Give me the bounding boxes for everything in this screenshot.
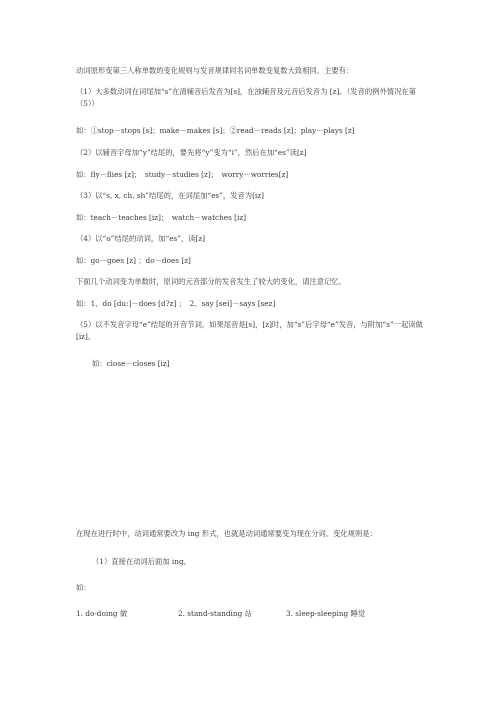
rule-1-paragraph: （1）大多数动词在词尾加“s”在清辅音后发音为[s]，在浊辅音及元音后发音为 [z]。（发音的例外情况在第（5）） xyxy=(76,87,416,108)
rule-2-examples: 如：fly－flies [z]； study－studies [z]； worry－worries[z] xyxy=(76,170,289,179)
rule-4-paragraph: （4）以“o”结尾的动词，加“es”，读[z] xyxy=(76,234,206,243)
rule-4-examples: 如：go－goes [z] ；do－does [z] xyxy=(76,256,191,265)
rule-5-paragraph: （5）以不发音字母“e”结尾的开音节词，如果尾音是[s]，[z]时，加“s”后字母“e”发音，与附加“s”一起读做[iz]。 xyxy=(76,320,423,341)
rule-3-examples: 如：teach－teaches [iz]； watch－watches [iz] xyxy=(76,213,247,222)
irregular-examples: 如：1、do [du:]－does [d?z] ； 2、say [sei]－says [sez] xyxy=(76,299,276,308)
rule-1-examples: 如：①stop－stops [s]；make－makes [s]；②read－reads [z]；play－plays [z] xyxy=(76,126,355,135)
rule-3-paragraph: （3）以“s, x, ch, sh”结尾的，在词尾加“es”，发音为[iz] xyxy=(76,191,264,200)
ing-examples-label: 如： xyxy=(76,583,91,592)
rule-2-paragraph: （2）以辅音字母加“y”结尾的，要先将“y”变为“i”，然后在加“es”读[z] xyxy=(76,148,307,157)
ing-example-3: 3. sleep-sleeping 睡觉 xyxy=(286,609,366,618)
irregular-note: 下面几个动词变为单数时，原词的元音部分的发音发生了较大的变化，请注意记忆。 xyxy=(76,277,346,286)
ing-example-2: 2. stand-standing 站 xyxy=(178,609,252,618)
intro-paragraph: 动词原形变第三人称单数的变化规则与发音规律同名词单数变复数大致相同。主要有： xyxy=(76,66,354,75)
ing-example-1: 1. do-doing 做 xyxy=(76,609,128,618)
rule-5-examples: 如：close－closes [iz] xyxy=(92,359,170,368)
ing-rule-1: （1）直接在动词后面加 ing。 xyxy=(92,557,191,566)
ing-intro-paragraph: 在现在进行时中，动词通常要改为 ing 形式，也就是动词通常要变为现在分词。变化规则是： xyxy=(76,529,377,538)
